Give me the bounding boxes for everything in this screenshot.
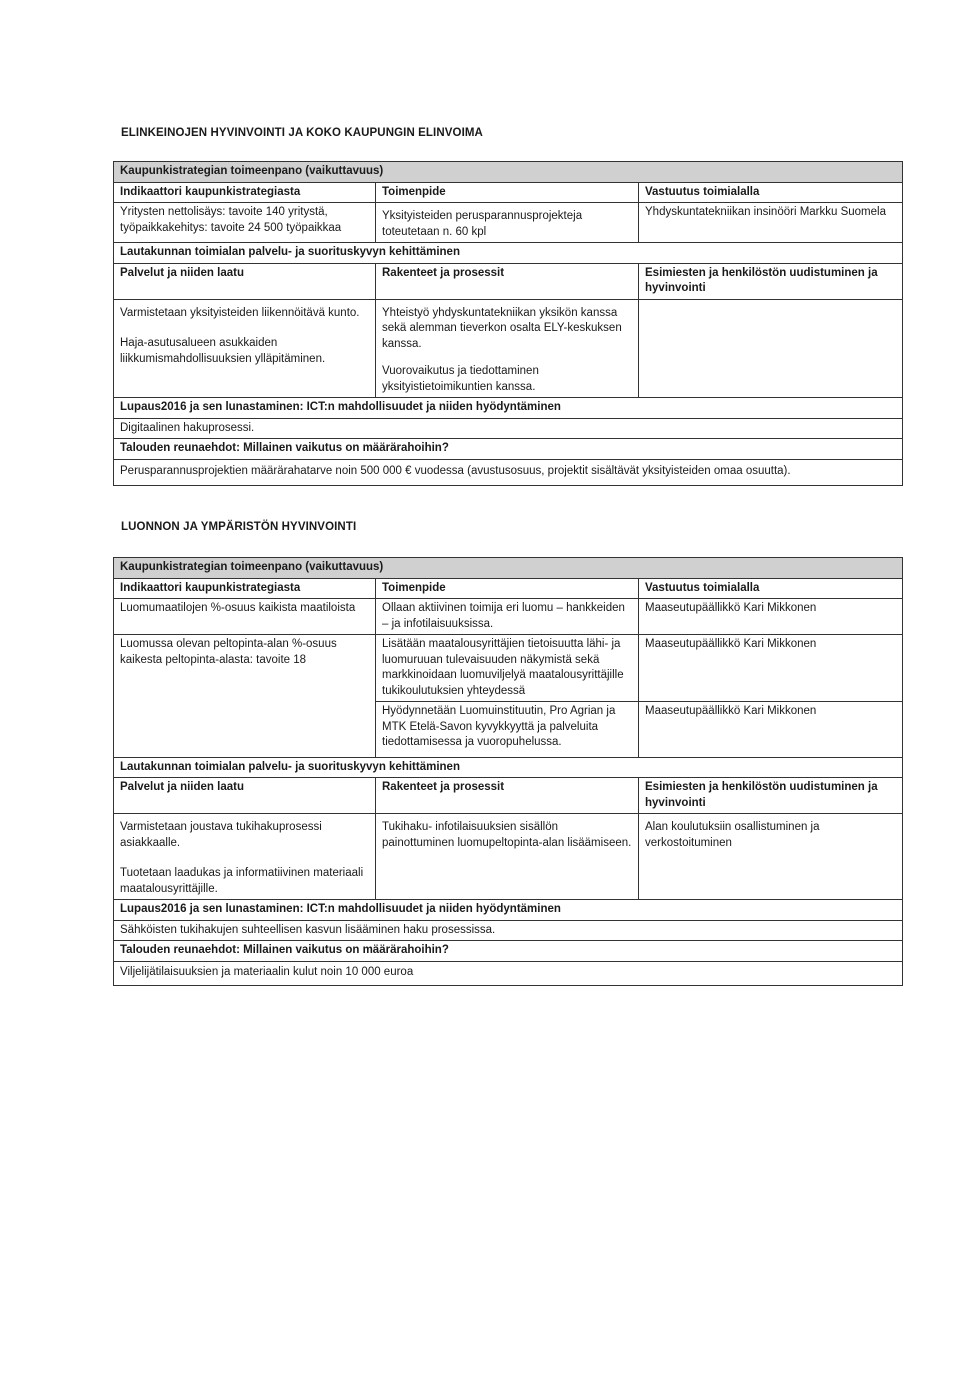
service-item: Tuotetaan laadukas ja informatiivinen materiaali maatalousyrittäjille. [120,867,364,895]
lupaus-text: Digitaalinen hakuprosessi. [114,418,903,439]
header-structures: Rakenteet ja prosessit [376,778,639,814]
staff-cell: Alan koulutuksiin osallistuminen ja verkostoituminen [639,814,903,900]
service-heading: Lautakunnan toimialan palvelu- ja suorituskyvyn kehittäminen [114,757,903,778]
action-text: Yksityisteiden perusparannusprojekteja toteutetaan n. 60 kpl [382,210,583,238]
header-responsible: Vastuutus toimialalla [639,182,903,203]
services-cell [114,299,376,398]
structure-item: Vuorovaikutus ja tiedottaminen yksityistietoimikuntien kanssa. [382,365,539,393]
header-services: Palvelut ja niiden laatu [114,263,376,299]
lupaus-heading: Lupaus2016 ja sen lunastaminen: ICT:n mahdollisuudet ja niiden hyödyntäminen [114,900,903,921]
structure-item: Tukihaku- infotilaisuuksien sisällön painottuminen luomupeltopinta-alan lisäämiseen. [382,821,632,849]
lupaus-heading: Lupaus2016 ja sen lunastaminen: ICT:n mahdollisuudet ja niiden hyödyntäminen [114,398,903,419]
action-cell [376,203,639,243]
action-cell: Lisätään maatalousyrittäjien tietoisuutta lähi- ja luomuruuan tulevaisuuden näkymistä sekä markkinoidaan luomuviljelyä maatalousyrittäjille tukikoulutuksien yhteydessä [376,635,639,702]
indicator-cell: Luomussa olevan peltopinta-alan %-osuus kaikesta peltopinta-alasta: tavoite 18 [114,635,376,758]
lupaus-text: Sähköisten tukihakujen suhteellisen kasvun lisääminen haku prosessissa. [114,920,903,941]
structure-item: Yhteistyö yhdyskuntatekniikan yksikön kanssa sekä alemman tieverkon osalta ELY-keskuksen kanssa. [382,306,622,350]
header-staff: Esimiesten ja henkilöstön uudistuminen ja hyvinvointi [639,263,903,299]
section-title-nature: LUONNON JA YMPÄRISTÖN HYVINVOINTI [121,521,357,533]
responsible-cell: Yhdyskuntatekniikan insinööri Markku Suomela [639,203,903,243]
strategy-table-business [113,161,903,486]
talous-heading: Talouden reunaehdot: Millainen vaikutus on määrärahoihin? [114,941,903,962]
talous-heading: Talouden reunaehdot: Millainen vaikutus on määrärahoihin? [114,439,903,460]
staff-cell [639,299,903,398]
indicator-cell: Yritysten nettolisäys: tavoite 140 yritystä, työpaikkakehitys: tavoite 24 500 työpaikkaa [114,203,376,243]
service-item: Varmistetaan joustava tukihakuprosessi asiakkaalle. [120,821,322,849]
header-structures: Rakenteet ja prosessit [376,263,639,299]
talous-text: Perusparannusprojektien määrärahatarve noin 500 000 € vuodessa (avustusosuus, projektit sisältävät yksityisteiden omaa osuutta). [114,459,903,486]
header-indicator: Indikaattori kaupunkistrategiasta [114,182,376,203]
section-title-business: ELINKEINOJEN HYVINVOINTI JA KOKO KAUPUNGIN ELINVOIMA [121,127,483,139]
structures-cell [376,299,639,398]
strategy-table-nature [113,557,903,986]
header-action: Toimenpide [376,578,639,599]
indicator-cell: Luomumaatilojen %-osuus kaikista maatiloista [114,599,376,635]
structures-cell [376,814,639,900]
service-heading: Lautakunnan toimialan palvelu- ja suorituskyvyn kehittäminen [114,243,903,264]
header-action: Toimenpide [376,182,639,203]
responsible-cell: Maaseutupäällikkö Kari Mikkonen [639,635,903,702]
strategy-band: Kaupunkistrategian toimeenpano (vaikuttavuus) [114,162,903,183]
talous-text: Viljelijätilaisuuksien ja materiaalin kulut noin 10 000 euroa [114,961,903,986]
responsible-cell: Maaseutupäällikkö Kari Mikkonen [639,702,903,758]
service-item: Haja-asutusalueen asukkaiden liikkumismahdollisuuksien ylläpitäminen. [120,337,326,365]
header-services: Palvelut ja niiden laatu [114,778,376,814]
header-staff: Esimiesten ja henkilöstön uudistuminen ja hyvinvointi [639,778,903,814]
responsible-cell: Maaseutupäällikkö Kari Mikkonen [639,599,903,635]
strategy-band: Kaupunkistrategian toimeenpano (vaikuttavuus) [114,558,903,579]
action-cell: Hyödynnetään Luomuinstituutin, Pro Agrian ja MTK Etelä-Savon kyvykkyyttä ja palveluita tiedottamisessa ja vuoropuhelussa. [376,702,639,758]
services-cell [114,814,376,900]
header-responsible: Vastuutus toimialalla [639,578,903,599]
service-item: Varmistetaan yksityisteiden liikennöitävä kunto. [120,306,360,319]
action-cell: Ollaan aktiivinen toimija eri luomu – hankkeiden – ja infotilaisuuksissa. [376,599,639,635]
header-indicator: Indikaattori kaupunkistrategiasta [114,578,376,599]
